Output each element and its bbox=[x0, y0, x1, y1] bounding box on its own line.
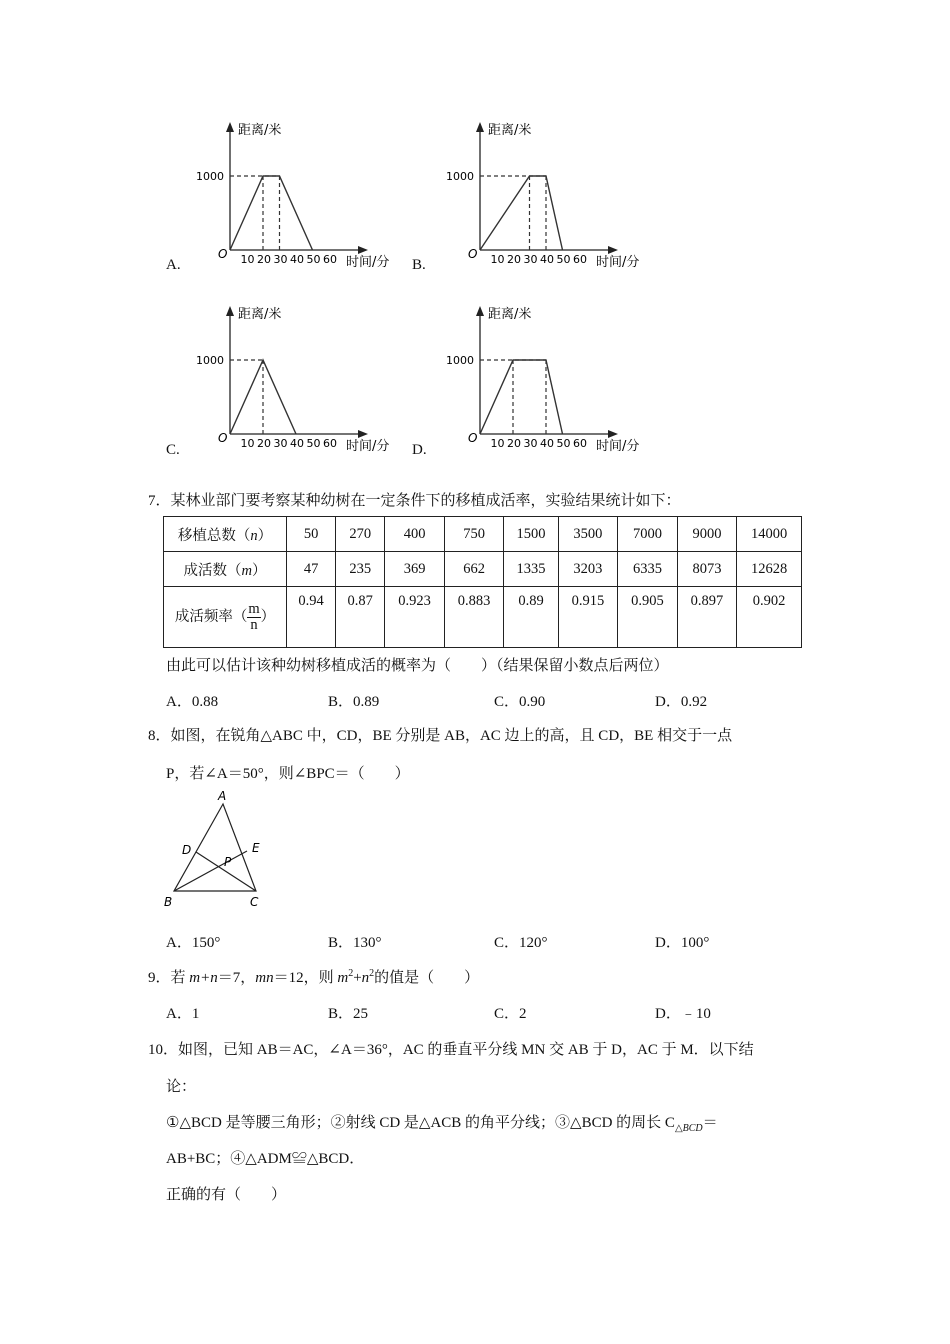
table-row bbox=[164, 517, 802, 552]
cell-freq: 0.902 bbox=[737, 587, 802, 648]
y-axis-arrow bbox=[476, 122, 484, 132]
cell-n: 1500 bbox=[504, 517, 558, 552]
x-tick-label: 30 bbox=[273, 253, 288, 266]
x-axis-label: 时间/分 bbox=[596, 439, 640, 454]
x-tick-label: 10 bbox=[490, 253, 505, 266]
cell-freq: 0.923 bbox=[385, 587, 445, 648]
x-axis-arrow bbox=[608, 246, 618, 254]
x-axis-label: 时间/分 bbox=[596, 255, 640, 270]
q9-option-c[interactable]: C．2 bbox=[494, 1006, 527, 1022]
graph-b-label: B. bbox=[412, 257, 426, 273]
q8-option-c[interactable]: C．120° bbox=[494, 935, 548, 951]
q8-option-b[interactable]: B．130° bbox=[328, 935, 382, 951]
x-tick-label: 50 bbox=[306, 437, 321, 450]
row-header-frequency: 成活频率（ $\frac{m}{n}$ ） bbox=[164, 587, 287, 648]
q7-stem: 7．某林业部门要考察某种幼树在一定条件下的移植成活率，实验结果统计如下： bbox=[148, 493, 681, 509]
cell-n: 14000 bbox=[737, 517, 802, 552]
row-header-total: 移植总数（n） bbox=[164, 517, 287, 552]
cell-n: 7000 bbox=[618, 517, 678, 552]
q8-option-a[interactable]: A．150° bbox=[166, 935, 221, 951]
cell-freq: 0.89 bbox=[504, 587, 558, 648]
triangle-figure bbox=[158, 788, 278, 913]
graph-a-label: A. bbox=[166, 257, 181, 273]
x-tick-label: 20 bbox=[257, 437, 271, 450]
cell-m: 235 bbox=[336, 552, 385, 587]
cell-n: 270 bbox=[336, 517, 385, 552]
cell-n: 750 bbox=[444, 517, 504, 552]
distance-line bbox=[230, 176, 313, 250]
q10-line1: 10．如图，已知 AB＝AC，∠A＝36°，AC 的垂直平分线 MN 交 AB 于 D，AC 于 M．以下结 bbox=[148, 1042, 754, 1058]
x-tick-label: 20 bbox=[507, 253, 521, 266]
y-axis-label: 距离/米 bbox=[238, 307, 282, 322]
graph-c bbox=[196, 302, 410, 462]
graph-d-label: D. bbox=[412, 442, 427, 458]
cell-freq: 0.883 bbox=[444, 587, 504, 648]
q9-option-b[interactable]: B．25 bbox=[328, 1006, 369, 1022]
distance-line bbox=[480, 360, 563, 434]
graph-d bbox=[446, 302, 660, 462]
q8-option-d[interactable]: D．100° bbox=[655, 935, 710, 951]
graph-c-label: C. bbox=[166, 442, 180, 458]
y-tick-label: 1000 bbox=[196, 354, 224, 367]
y-axis-label: 距离/米 bbox=[488, 123, 532, 138]
x-tick-label: 40 bbox=[540, 253, 554, 266]
cell-freq: 0.94 bbox=[287, 587, 336, 648]
q8-line2: P，若∠A＝50°，则∠BPC＝（ ） bbox=[166, 766, 410, 782]
q7-option-c[interactable]: C．0.90 bbox=[494, 694, 546, 710]
cell-m: 1335 bbox=[504, 552, 558, 587]
origin-label: O bbox=[218, 247, 228, 261]
cell-m: 6335 bbox=[618, 552, 678, 587]
label-b: B bbox=[164, 895, 173, 909]
x-tick-label: 50 bbox=[306, 253, 321, 266]
x-tick-label: 60 bbox=[573, 437, 587, 450]
x-tick-label: 40 bbox=[290, 437, 304, 450]
cell-freq: 0.905 bbox=[618, 587, 678, 648]
q7-option-b[interactable]: B．0.89 bbox=[328, 694, 380, 710]
q9-stem: 9．若 m+n＝7，mn＝12，则 $m^2+n^2$的值是（ ） bbox=[148, 968, 480, 986]
x-tick-label: 40 bbox=[540, 437, 554, 450]
label-e: E bbox=[252, 841, 260, 855]
x-axis-label: 时间/分 bbox=[346, 255, 390, 270]
cell-freq: 0.87 bbox=[336, 587, 385, 648]
y-axis-arrow bbox=[476, 306, 484, 316]
q10-line4: AB+BC；④△ADM≌△BCD． bbox=[166, 1151, 365, 1167]
x-tick-label: 10 bbox=[240, 253, 255, 266]
y-axis-arrow bbox=[226, 122, 234, 132]
row-header-survived: 成活数（m） bbox=[164, 552, 287, 587]
x-tick-label: 60 bbox=[573, 253, 587, 266]
q7-table bbox=[163, 516, 802, 648]
graph-a bbox=[196, 118, 410, 278]
y-tick-label: 1000 bbox=[196, 170, 224, 183]
cell-m: 662 bbox=[444, 552, 504, 587]
cell-n: 400 bbox=[385, 517, 445, 552]
x-tick-label: 20 bbox=[257, 253, 271, 266]
cell-m: 47 bbox=[287, 552, 336, 587]
cell-m: 369 bbox=[385, 552, 445, 587]
x-axis-arrow bbox=[358, 246, 368, 254]
x-tick-label: 60 bbox=[323, 437, 337, 450]
x-tick-label: 60 bbox=[323, 253, 337, 266]
x-tick-label: 40 bbox=[290, 253, 304, 266]
distance-line bbox=[480, 176, 563, 250]
graph-b bbox=[446, 118, 660, 278]
x-tick-label: 10 bbox=[240, 437, 255, 450]
y-axis-arrow bbox=[226, 306, 234, 316]
table-row bbox=[164, 552, 802, 587]
cell-m: 3203 bbox=[558, 552, 618, 587]
q8-line1: 8．如图，在锐角△ABC 中，CD，BE 分别是 AB，AC 边上的高，且 CD，BE 相交于一点 bbox=[148, 728, 733, 744]
cell-n: 3500 bbox=[558, 517, 618, 552]
x-axis-arrow bbox=[608, 430, 618, 438]
cell-m: 12628 bbox=[737, 552, 802, 587]
q7-option-a[interactable]: A．0.88 bbox=[166, 694, 219, 710]
q9-option-a[interactable]: A．1 bbox=[166, 1006, 200, 1022]
cell-n: 50 bbox=[287, 517, 336, 552]
label-p: P bbox=[224, 855, 232, 869]
y-tick-label: 1000 bbox=[446, 354, 474, 367]
x-tick-label: 20 bbox=[507, 437, 521, 450]
q7-question: 由此可以估计该种幼树移植成活的概率为（ ）（结果保留小数点后两位） bbox=[166, 658, 669, 674]
label-c: C bbox=[250, 895, 259, 909]
x-tick-label: 50 bbox=[556, 253, 571, 266]
label-a: A bbox=[218, 789, 227, 803]
y-axis-label: 距离/米 bbox=[238, 123, 282, 138]
x-tick-label: 10 bbox=[490, 437, 505, 450]
q9-option-d[interactable]: D．﹣10 bbox=[655, 1006, 711, 1022]
q10-line5: 正确的有（ ） bbox=[166, 1187, 287, 1203]
label-d: D bbox=[182, 843, 192, 857]
x-tick-label: 30 bbox=[523, 437, 538, 450]
origin-label: O bbox=[468, 431, 478, 445]
x-tick-label: 30 bbox=[523, 253, 538, 266]
cell-freq: 0.915 bbox=[558, 587, 618, 648]
cell-n: 9000 bbox=[677, 517, 737, 552]
y-axis-label: 距离/米 bbox=[488, 307, 532, 322]
q7-option-d[interactable]: D．0.92 bbox=[655, 694, 708, 710]
x-axis-arrow bbox=[358, 430, 368, 438]
q10-line2: 论： bbox=[166, 1079, 197, 1095]
origin-label: O bbox=[468, 247, 478, 261]
cell-m: 8073 bbox=[677, 552, 737, 587]
x-axis-label: 时间/分 bbox=[346, 439, 390, 454]
x-tick-label: 30 bbox=[273, 437, 288, 450]
cell-freq: 0.897 bbox=[677, 587, 737, 648]
origin-label: O bbox=[218, 431, 228, 445]
x-tick-label: 50 bbox=[556, 437, 571, 450]
q10-line3: ①△BCD 是等腰三角形；②射线 CD 是△ACB 的角平分线；③△BCD 的周长 $C_{\triangle BCD}=$ bbox=[166, 1115, 718, 1134]
y-tick-label: 1000 bbox=[446, 170, 474, 183]
table-row bbox=[164, 587, 802, 648]
